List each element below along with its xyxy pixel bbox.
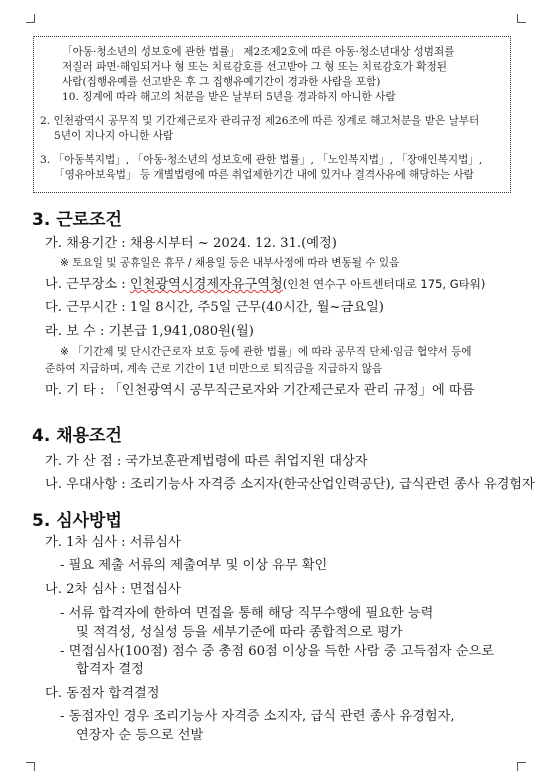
box-line: 사람(집행유예를 선고받은 후 그 집행유예기간이 경과한 사람을 포함)	[62, 76, 381, 88]
box-line: 2. 인천광역시 공무직 및 기간제근로자 관리규정 제26조에 따른 징계로 해고처분을 받은 날부터	[40, 115, 480, 127]
corner-mark-top-left	[26, 14, 35, 23]
workplace-line	[45, 273, 485, 292]
first-screening: 가. 1차 심사 : 서류심사	[45, 535, 181, 550]
section-title-screening-method: 5. 심사방법	[32, 511, 122, 531]
tie-bullet-line-2: 연장자 순 등으로 선발	[76, 728, 204, 743]
pay-note-line-2: 준하여 지급하며, 계속 근로 기간이 1년 미만으로 퇴직금을 지급하지 않음	[45, 363, 383, 375]
corner-mark-bottom-left	[26, 762, 35, 771]
employment-period: 가. 채용기간 : 채용시부터 ~ 2024. 12. 31.(예정)	[45, 236, 337, 251]
tie-bullet-line-1: - 동점자인 경우 조리기능사 자격증 소지자, 급식 관련 종사 유경험자,	[60, 709, 455, 724]
second-bullet-1-line-2: 및 적격성, 성실성 등을 세부기준에 따라 종합적으로 평가	[76, 625, 403, 640]
preference: 나. 우대사항 : 조리기능사 자격증 소지자(한국산업인력공단), 급식관련 종사 유경험자	[45, 477, 535, 492]
pay-note-line-1: ※ 「기간제 및 단시간근로자 보호 등에 관한 법률」에 따라 공무직 단체·임금 협약서 등에	[60, 346, 472, 358]
bonus-points: 가. 가 산 점 : 국가보훈관계법령에 따른 취업지원 대상자	[45, 454, 368, 469]
period-note: ※ 토요일 및 공휴일은 휴무 / 채용일 등은 내부사정에 따라 변동될 수 있음	[60, 257, 400, 269]
first-screening-bullet: - 필요 제출 서류의 제출여부 및 이상 유무 확인	[60, 558, 328, 573]
disqualification-box	[33, 36, 511, 193]
section-title-hiring-conditions: 4. 채용조건	[32, 426, 122, 446]
second-bullet-2-line-1: - 면접심사(100점) 점수 중 총점 60점 이상을 득한 사람 중 고득점자 순으로	[60, 644, 495, 659]
second-bullet-2-line-2: 합격자 결정	[76, 662, 144, 677]
pay-line: 라. 보 수 : 기본급 1,941,080원(월)	[45, 324, 254, 339]
corner-mark-top-right	[517, 14, 526, 23]
second-screening: 나. 2차 심사 : 면접심사	[45, 582, 181, 597]
box-line: 「아동·청소년의 성보호에 관한 법률」 제2조제2호에 따른 아동·청소년대상 성범죄를	[62, 46, 455, 58]
box-line: 저질러 파면·해임되거나 형 또는 치료감호를 선고받아 그 형 또는 치료감호가 확정된	[62, 61, 447, 73]
working-hours: 다. 근무시간 : 1일 8시간, 주5일 근무(40시간, 월~금요일)	[45, 300, 384, 315]
tie-break-heading: 다. 동점자 합격결정	[45, 686, 160, 701]
box-line: 3. 「아동복지법」, 「아동·청소년의 성보호에 관한 법률」, 「노인복지법」, 「장애인복지법」,	[40, 154, 483, 166]
box-line: 5년이 지나지 아니한 사람	[54, 130, 174, 142]
box-line: 「영유아보육법」 등 개별법령에 따른 취업제한기간 내에 있거나 결격사유에 해당하는 사람	[54, 169, 474, 181]
section-title-working-conditions: 3. 근로조건	[32, 210, 122, 230]
workplace-address: (인천 연수구 아트센터대로 175, G타워)	[282, 277, 486, 291]
workplace-value: 인천광역시경제자유구역청	[129, 277, 283, 292]
corner-mark-bottom-right	[517, 762, 526, 771]
workplace-label: 나. 근무장소 :	[45, 277, 130, 292]
etc-line: 마. 기 타 : 「인천광역시 공무직근로자와 기간제근로자 관리 규정」에 따름	[45, 383, 475, 398]
box-line: 10. 징계에 따라 해고의 처분을 받은 날부터 5년을 경과하지 아니한 사람	[62, 91, 396, 103]
second-bullet-1-line-1: - 서류 합격자에 한하여 면접을 통해 해당 직무수행에 필요한 능력	[60, 606, 434, 621]
